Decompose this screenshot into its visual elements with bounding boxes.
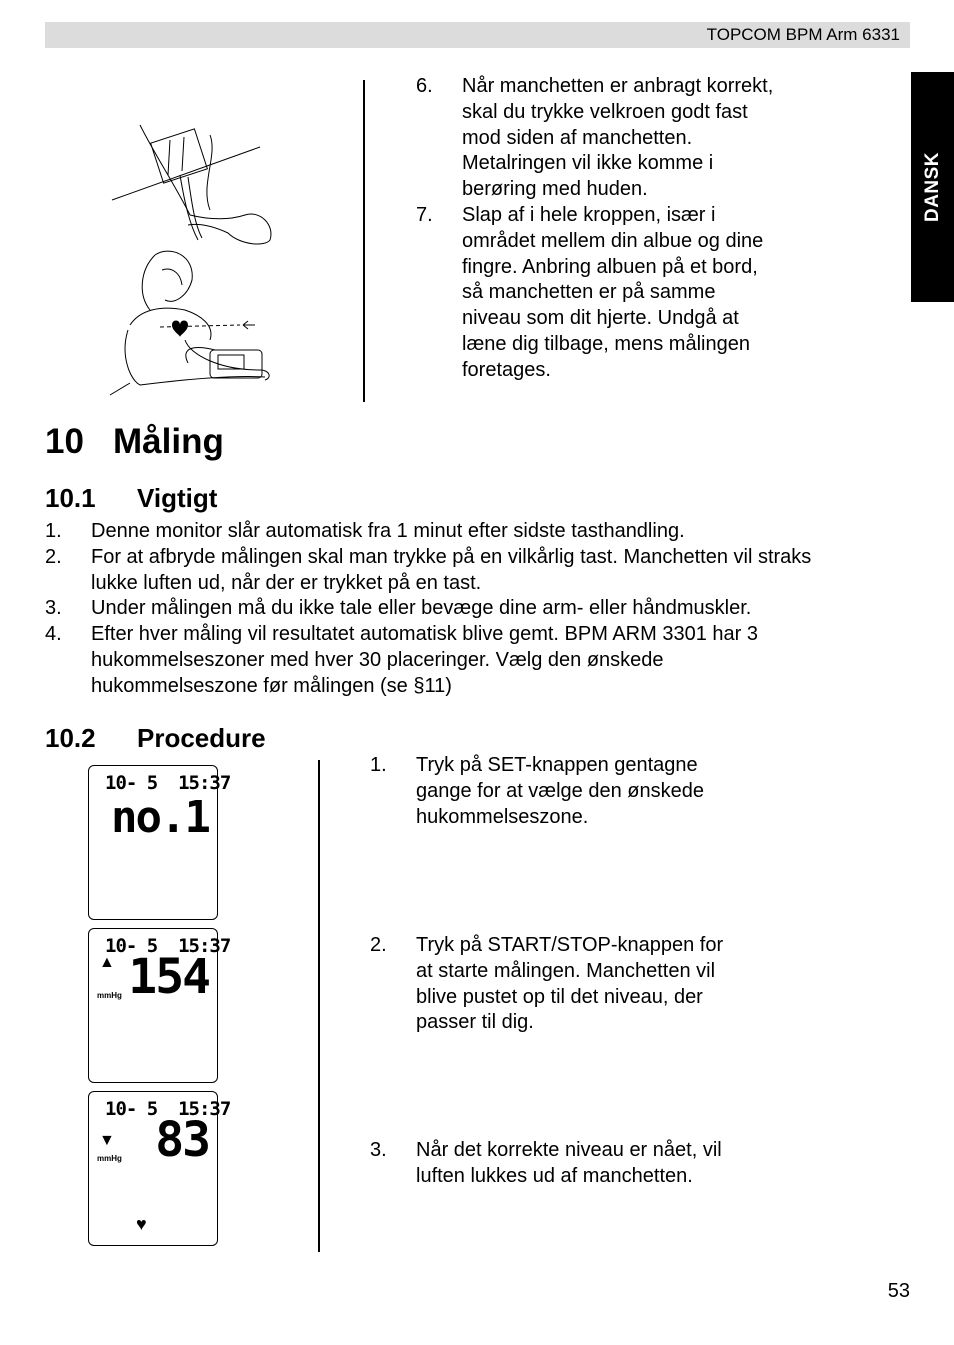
list-line: blive pustet op til det niveau, der (416, 985, 703, 1008)
lcd-time: 15:37 (178, 1098, 231, 1120)
list-item (45, 596, 910, 622)
list-number: 6. (416, 75, 433, 97)
page-number: 53 (887, 1280, 910, 1302)
list-line: luften lukkes ud af manchetten. (416, 1164, 693, 1187)
lcd-datetime (105, 772, 230, 794)
list-item (45, 622, 910, 699)
list-item (45, 519, 910, 545)
list-line: foretages. (462, 358, 551, 381)
list-item (370, 753, 790, 830)
heart-icon: ♥ (136, 1214, 147, 1234)
list-line: Slap af i hele kroppen, især i (462, 203, 716, 226)
list-line: hukommelseszone. (416, 805, 589, 828)
lcd-time: 15:37 (178, 935, 231, 957)
section-heading (45, 422, 224, 462)
lcd-time: 15:37 (178, 772, 231, 794)
list-item (416, 74, 836, 203)
list-number: 7. (416, 203, 433, 226)
divider-top (363, 80, 365, 402)
list-number: 3. (370, 1139, 387, 1161)
lcd-display (88, 765, 231, 920)
list-line: berøring med huden. (462, 178, 648, 201)
lcd-date: 10- 5 (105, 1098, 158, 1120)
lcd-date: 10- 5 (105, 935, 158, 957)
list-line: lukke luften ud, når der er trykket på en tast. (91, 571, 482, 594)
list-line: Når manchetten er anbragt korrekt, (462, 75, 774, 97)
language-tab-label: DANSK (921, 151, 943, 223)
inflate-arrow-icon: ▲ (99, 954, 115, 971)
procedure-step-2 (370, 933, 790, 1036)
cuff-illustration (100, 95, 300, 405)
subsection-number: 10.1 (45, 483, 96, 513)
lcd-display (88, 1091, 231, 1246)
list-line: passer til dig. (416, 1011, 534, 1034)
list-item (370, 933, 790, 1036)
lcd-display (88, 928, 231, 1083)
list-line: Når det korrekte niveau er nået, vil (416, 1139, 722, 1161)
lcd-date: 10- 5 (105, 772, 158, 794)
list-line: For at afbryde målingen skal man trykke på en vilkårlig tast. Manchetten vil straks (91, 545, 812, 568)
section-number: 10 (45, 422, 84, 461)
procedure-step-3 (370, 1138, 790, 1190)
list-line: hukommelseszone før målingen (se §11) (91, 674, 452, 697)
list-line: Efter hver måling vil resultatet automatisk blive gemt. BPM ARM 3301 har 3 (91, 623, 758, 646)
list-line: Metalringen vil ikke komme i (462, 152, 714, 175)
lcd-unit: mmHg (97, 1154, 122, 1163)
list-number: 2. (370, 934, 387, 956)
subsection-heading-vigtigt (45, 483, 217, 514)
important-list (45, 519, 910, 700)
lcd-unit: mmHg (97, 991, 122, 1000)
list-line: mod siden af manchetten. (462, 126, 693, 149)
lcd-main-value: 154 (128, 949, 209, 1005)
list-line: gange for at vælge den ønskede (416, 779, 704, 802)
list-item (45, 545, 910, 597)
divider-procedure (318, 760, 320, 1252)
procedure-step-1 (370, 753, 790, 830)
list-line: så manchetten er på samme (462, 281, 716, 304)
list-line: niveau som dit hjerte. Undgå at (462, 307, 739, 330)
list-number: 4. (45, 623, 62, 646)
list-line: området mellem din albue og dine (462, 229, 764, 252)
list-line: læne dig tilbage, mens målingen (462, 332, 750, 355)
list-number: 2. (45, 545, 62, 568)
list-line: fingre. Anbring albuen på et bord, (462, 255, 758, 278)
list-item (416, 203, 836, 384)
list-line: Tryk på START/STOP-knappen for (416, 934, 724, 956)
list-line: hukommelseszoner med hver 30 placeringer. Vælg den ønskede (91, 648, 664, 671)
list-number: 3. (45, 597, 62, 620)
header-title: TOPCOM BPM Arm 6331 (706, 25, 900, 44)
lcd-main-value: 83 (155, 1112, 209, 1168)
deflate-arrow-icon: ▼ (99, 1132, 115, 1149)
subsection-number: 10.2 (45, 723, 96, 753)
list-item (370, 1138, 790, 1190)
list-line: Tryk på SET-knappen gentagne (416, 754, 698, 776)
list-number: 1. (45, 520, 62, 542)
lcd-main-value: no.1 (111, 792, 209, 843)
subsection-heading-procedure (45, 723, 266, 754)
list-line: Denne monitor slår automatisk fra 1 minut efter sidste tasthandling. (91, 520, 685, 542)
top-steps-list (416, 74, 836, 384)
list-line: skal du trykke velkroen godt fast (462, 100, 748, 123)
list-number: 1. (370, 754, 387, 776)
header-bar (45, 22, 910, 48)
list-line: Under målingen må du ikke tale eller bevæge dine arm- eller håndmuskler. (91, 597, 752, 620)
section-title: Måling (113, 422, 224, 461)
language-tab (911, 72, 954, 302)
subsection-title: Vigtigt (137, 483, 218, 513)
subsection-title: Procedure (137, 723, 266, 753)
list-line: at starte målingen. Manchetten vil (416, 959, 716, 982)
